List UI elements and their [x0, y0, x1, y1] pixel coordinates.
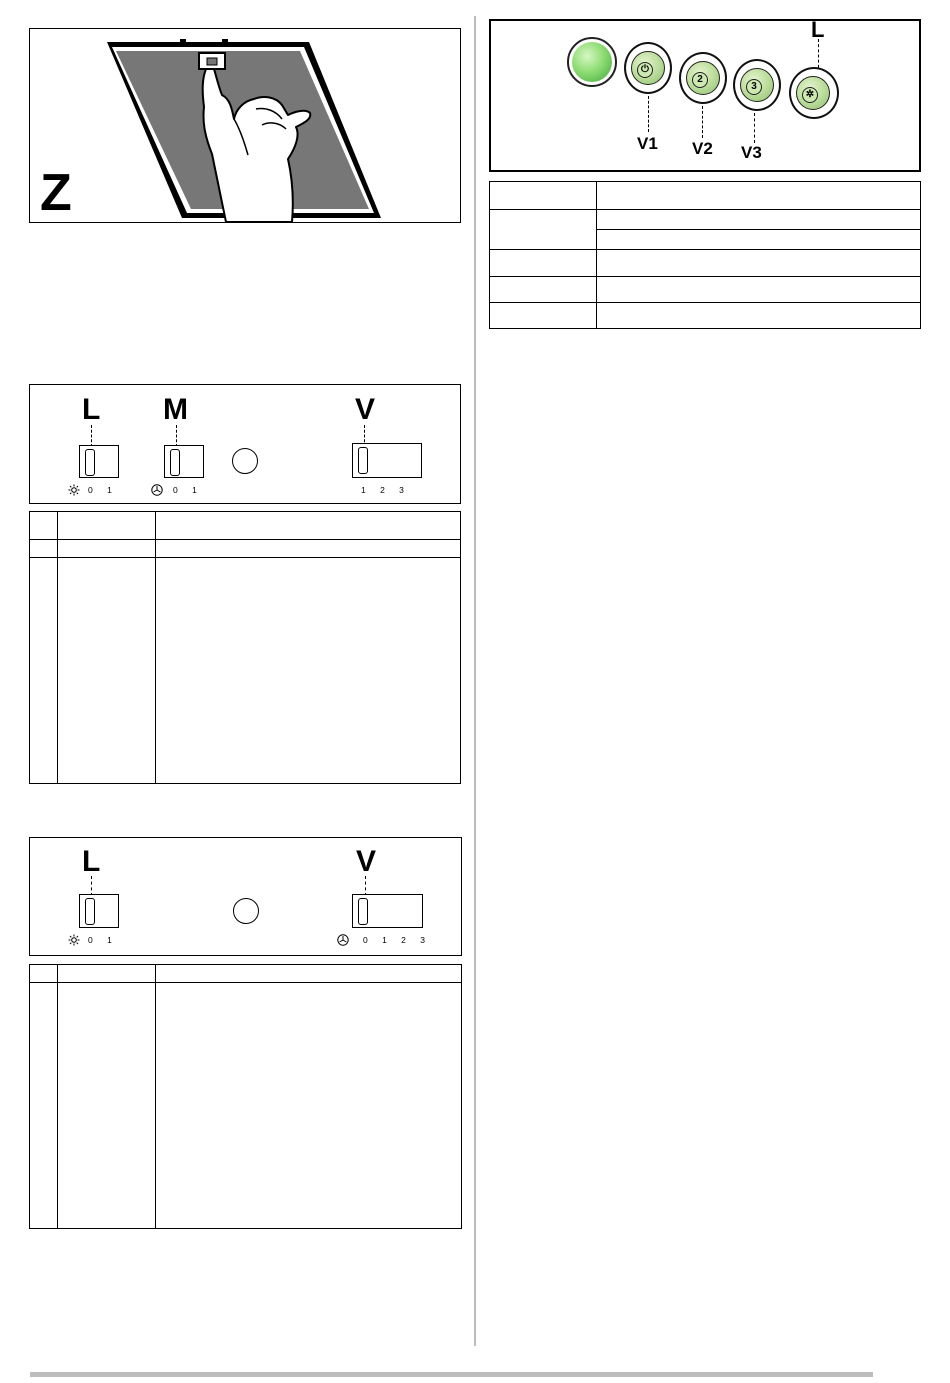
speed-2-icon: 2: [692, 72, 708, 88]
light-icon: [68, 934, 80, 946]
motor-switch-letter: M: [163, 393, 188, 426]
light-scale: 0 1: [88, 485, 118, 495]
light-icon: [68, 484, 80, 496]
filter-illustration: [30, 29, 460, 222]
speed-3-icon: 3: [746, 79, 762, 95]
v1-label: V1: [637, 134, 658, 153]
speed-scale: 0 1 2 3: [363, 935, 431, 945]
indicator-light: [567, 37, 617, 87]
control-panel-c: [489, 19, 921, 172]
fan-icon: [151, 484, 163, 496]
speed-switch[interactable]: [352, 443, 422, 478]
light-switch[interactable]: [79, 894, 119, 928]
light-switch-letter: L: [82, 393, 101, 426]
light-button[interactable]: [789, 67, 839, 119]
v3-label: V3: [741, 143, 762, 162]
motor-scale: 0 1: [173, 485, 203, 495]
speed-1-button[interactable]: [624, 42, 672, 94]
control-panel-a: [29, 384, 461, 504]
light-scale: 0 1: [88, 935, 118, 945]
speed-switch[interactable]: [352, 894, 423, 928]
speed-switch-letter: V: [355, 393, 376, 426]
fan-icon: [337, 934, 349, 946]
indicator-lamp: [233, 898, 259, 924]
column-divider: [474, 16, 476, 1346]
footer-bar: [30, 1372, 873, 1377]
light-switch-letter: L: [82, 845, 101, 878]
light-switch[interactable]: [79, 445, 119, 478]
speed-switch-letter: V: [356, 845, 377, 878]
speed-2-button[interactable]: [679, 52, 727, 104]
speed-3-button[interactable]: [733, 59, 781, 111]
motor-switch[interactable]: [164, 445, 204, 478]
table-c: [489, 181, 921, 329]
control-panel-b: [29, 837, 462, 956]
light-icon: ✲: [802, 87, 818, 103]
indicator-lamp: [232, 448, 258, 474]
table-a: [29, 511, 461, 784]
speed-scale: 1 2 3: [361, 485, 410, 495]
figure-z: [29, 28, 461, 223]
table-b: [29, 964, 462, 1229]
power-icon: ⏻: [637, 62, 653, 78]
v2-label: V2: [692, 139, 713, 158]
light-button-letter: L: [811, 17, 825, 42]
figure-label: Z: [40, 164, 72, 222]
